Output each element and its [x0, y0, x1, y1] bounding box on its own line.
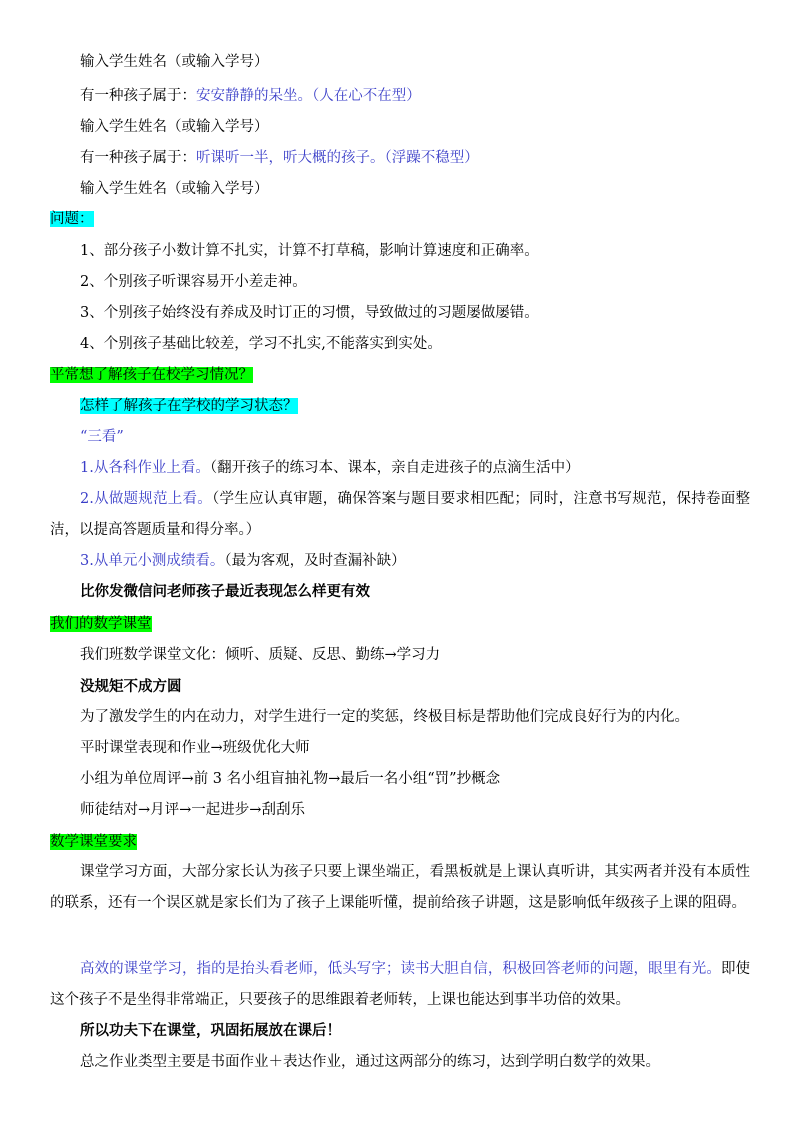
efficient-paragraph: 高效的课堂学习，指的是抬头看老师，低头写字；读书大胆自信，积极回答老师的问题，眼里有光。即使这个孩子不是坐得非常端正，只要孩子的思维跟着老师转，上课也能达到事半功倍的效果。 — [50, 961, 751, 1008]
input-name-line-1: 输入学生姓名（或输入学号） — [80, 54, 269, 70]
problem-item-2: 2、个别孩子听课容易开小差走神。 — [80, 274, 307, 290]
input-name-line-2: 输入学生姓名（或输入学号） — [80, 119, 269, 135]
group-reward: 小组为单位周评→前 3 名小组盲抽礼物→最后一名小组“罚”抄概念 — [80, 771, 501, 787]
problem-item-1: 1、部分孩子小数计算不扎实，计算不打草稿，影响计算速度和正确率。 — [80, 243, 539, 259]
child-type-desc: 听课听一半，听大概的孩子。（浮躁不稳型） — [196, 150, 479, 166]
look-item-2: 2.从做题规范上看。（学生应认真审题，确保答案与题目要求相匹配；同时，注意书写规范，保持卷面整洁，以提高答题质量和得分率。） — [50, 491, 750, 538]
problems-heading: 问题： — [50, 211, 94, 227]
class-heading: 我们的数学课堂 — [50, 616, 152, 632]
summary-text: 总之作业类型主要是书面作业＋表达作业，通过这两部分的练习，达到学明白数学的效果。 — [80, 1054, 660, 1070]
look-item-3: 3.从单元小测成绩看。（最为客观，及时查漏补缺） — [80, 553, 406, 569]
how-heading: 怎样了解孩子在学校的学习状态？ — [80, 398, 298, 414]
look-item-1: 1.从各科作业上看。（翻开孩子的练习本、课本，亲自走进孩子的点滴生活中） — [80, 460, 580, 476]
problem-item-4: 4、个别孩子基础比较差，学习不扎实,不能落实到实处。 — [80, 336, 442, 352]
classroom-paragraph: 课堂学习方面，大部分家长认为孩子只要上课坐端正，看黑板就是上课认真听讲，其实两者并没有本质性的联系，还有一个误区就是家长们为了孩子上课能听懂，提前给孩子讲题，这是影响低年级孩子上课的阻碍。 — [50, 864, 750, 911]
know-heading: 平常想了解孩子在校学习情况？ — [50, 367, 253, 383]
rules-heading: 没规矩不成方圆 — [80, 678, 182, 695]
problem-item-3: 3、个别孩子始终没有养成及时订正的习惯，导致做过的习题屡做屡错。 — [80, 305, 539, 321]
daily-reward: 平时课堂表现和作业→班级优化大师 — [80, 740, 310, 756]
child-type-desc: 安安静静的呆坐。（人在心不在型） — [196, 88, 421, 104]
effort-note: 所以功夫下在课堂，巩固拓展放在课后！ — [80, 1022, 341, 1039]
wechat-note: 比你发微信问老师孩子最近表现怎么样更有效 — [80, 583, 370, 600]
child-type-prefix: 有一种孩子属于： — [80, 150, 196, 166]
class-culture: 我们班数学课堂文化：倾听、质疑、反思、勤练→学习力 — [80, 647, 441, 663]
requirements-heading: 数学课堂要求 — [50, 834, 137, 850]
three-look-title: “三看” — [80, 429, 124, 445]
child-type-line-1 — [80, 86, 421, 106]
child-type-prefix: 有一种孩子属于： — [80, 88, 196, 104]
motivate-text: 为了激发学生的内在动力，对学生进行一定的奖惩，终极目标是帮助他们完成良好行为的内化。 — [80, 709, 689, 725]
mentor-reward: 师徒结对→月评→一起进步→刮刮乐 — [80, 802, 305, 818]
input-name-line-3: 输入学生姓名（或输入学号） — [80, 181, 269, 197]
child-type-line-2 — [80, 148, 479, 168]
